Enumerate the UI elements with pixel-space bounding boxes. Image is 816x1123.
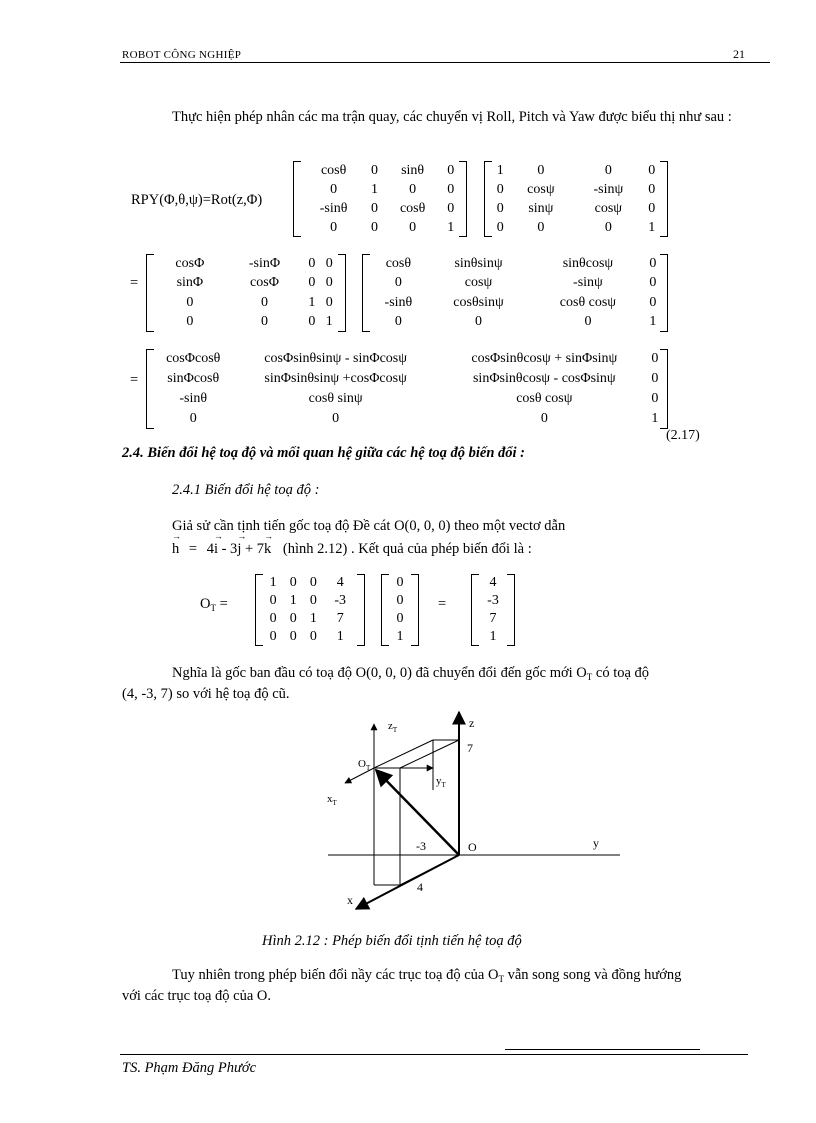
m3-cell: 0 (308, 275, 316, 291)
mA-cell: 0 (269, 629, 277, 644)
m3-cell: 0 (186, 294, 194, 310)
m3-cell: 1 (325, 314, 333, 330)
equals-sign-1: = (130, 275, 139, 291)
m2-cell: 0 (537, 219, 545, 235)
m2-cell: sinψ (528, 200, 554, 216)
m5-cell: 0 (651, 391, 659, 406)
vec-coef-minus3: - 3 (221, 541, 238, 557)
m1-cell: 0 (330, 219, 338, 235)
m5-cell: 0 (189, 411, 197, 426)
m3-cell: 0 (325, 294, 333, 310)
equals-sign-3: = (438, 596, 447, 612)
vector-equation (172, 541, 532, 558)
m5-cell: cosΦsinθsinψ - sinΦcosψ (264, 351, 407, 366)
label-minus3: -3 (416, 839, 426, 853)
matrix-rot-yx (362, 254, 668, 332)
m3-cell: 0 (186, 314, 194, 330)
m1-cell: 0 (447, 162, 455, 178)
m1-cell: 0 (371, 219, 378, 235)
m1-cell: 1 (371, 181, 378, 197)
m3-cell: 0 (308, 255, 316, 271)
m4-cell: cosθsinψ (453, 294, 504, 310)
m5-cell: 0 (540, 411, 548, 426)
m5-cell: -sinθ (179, 391, 208, 406)
page-number: 21 (733, 47, 745, 61)
m3-cell: cosΦ (175, 255, 205, 271)
m4-cell: -sinψ (573, 275, 603, 291)
para-translation: Giả sử cần tịnh tiến gốc toạ độ Đề cát O(0, 0, 0) theo một vectơ dẫn (172, 518, 566, 534)
m4-cell: cosθ (385, 255, 412, 271)
m1-cell: 1 (447, 219, 455, 235)
m4-cell: 0 (584, 314, 592, 330)
m3-cell: 0 (325, 275, 333, 291)
m4-cell: -sinθ (384, 294, 413, 310)
m1-cell: 0 (409, 181, 417, 197)
m2-cell: 0 (537, 162, 545, 178)
m5-cell: cosθ sinψ (308, 391, 363, 406)
mB-cell: 0 (396, 575, 404, 590)
header-title: ROBOT CÔNG NGHIỆP (122, 49, 242, 61)
m4-cell: sinθcosψ (562, 255, 614, 271)
m4-cell: 0 (649, 294, 657, 310)
m4-cell: 0 (649, 255, 657, 271)
mA-cell: 7 (336, 611, 344, 626)
m2-cell: 1 (648, 219, 656, 235)
figure-caption: Hình 2.12 : Phép biến đổi tịnh tiến hệ toạ độ (262, 933, 522, 949)
section-heading: 2.4. Biến đổi hệ toạ độ và mối quan hệ giữa các hệ toạ độ biến đổi : (122, 445, 526, 461)
mB-cell: 0 (396, 611, 404, 626)
para-meaning-line1: Nghĩa là gốc ban đầu có toạ độ O(0, 0, 0) đã chuyển đổi đến gốc mới $O_T$ có toạ độ (172, 665, 650, 682)
label-zT: $z_T$ (388, 720, 398, 734)
m4-cell: 0 (394, 275, 402, 291)
label-OT: $O_T$ (358, 758, 371, 772)
mA-cell: 0 (289, 629, 297, 644)
equals-sign-2: = (130, 372, 139, 388)
header-rule (120, 62, 770, 63)
m1-cell: 0 (371, 162, 378, 178)
m4-cell: 0 (475, 314, 483, 330)
label-4: 4 (417, 880, 423, 894)
m5-cell: 0 (651, 351, 659, 366)
label-y: y (593, 836, 599, 850)
label-7: 7 (467, 741, 473, 755)
matrix-rot-x (484, 161, 668, 237)
m3-cell: -sinΦ (248, 255, 281, 271)
m1-cell: cosθ (320, 162, 347, 178)
m4-cell: 0 (394, 314, 402, 330)
m2-cell: 0 (604, 219, 612, 235)
m5-cell: cosΦcosθ (166, 351, 221, 366)
m1-cell: 0 (330, 181, 338, 197)
matrix-rot-y (293, 161, 467, 237)
mA-cell: -3 (334, 593, 347, 608)
mA-cell: 1 (289, 593, 297, 608)
m3-cell: 0 (260, 294, 268, 310)
m1-cell: cosθ (399, 200, 426, 216)
mA-cell: 4 (336, 575, 344, 590)
m3-cell: 0 (260, 314, 268, 330)
para-meaning-line2: (4, -3, 7) so với hệ toạ độ cũ. (122, 686, 290, 702)
mC-cell: 4 (489, 575, 497, 590)
mA-cell: 0 (289, 575, 297, 590)
label-xT: $x_T$ (327, 793, 337, 807)
m5-cell: sinΦsinθcosψ - cosΦsinψ (472, 371, 616, 386)
mA-cell: 0 (309, 629, 317, 644)
vec-rest: (hình 2.12) . Kết quả của phép biến đổi là : (282, 541, 532, 557)
mA-cell: 0 (269, 611, 277, 626)
para-parallel-line1: Tuy nhiên trong phép biến đổi nầy các trục toạ độ của $O_T$ vẫn song song và đồng hướng (172, 967, 682, 984)
label-z: z (469, 716, 475, 730)
m2-cell: 0 (648, 162, 656, 178)
mA-cell: 1 (309, 611, 317, 626)
m2-cell: 0 (648, 200, 656, 216)
vector-result (471, 574, 515, 646)
matrix-translation (255, 574, 365, 646)
vector-i: → i (214, 541, 218, 558)
equation-number: (2.17) (666, 428, 700, 443)
footer-rule-right (505, 1049, 700, 1050)
m4-cell: cosθ cosψ (559, 294, 617, 310)
vector-h: → h (172, 541, 179, 558)
m4-cell: sinθsinψ (454, 255, 503, 271)
footer-rule (120, 1054, 748, 1055)
matrix-rot-z (146, 254, 346, 332)
m2-cell: 0 (648, 181, 656, 197)
label-yT: $y_T$ (436, 775, 446, 789)
subsection-heading: 2.4.1 Biến đổi hệ toạ độ : (172, 482, 320, 498)
mC-cell: 7 (489, 611, 497, 626)
m5-cell: 0 (651, 371, 659, 386)
m4-cell: 0 (649, 275, 657, 291)
m4-cell: 1 (649, 314, 657, 330)
vector-j: → j (237, 541, 241, 558)
mA-cell: 0 (289, 611, 297, 626)
mA-cell: 1 (336, 629, 344, 644)
m3-cell: 0 (308, 314, 316, 330)
axis-x (356, 855, 459, 909)
m2-cell: 0 (496, 200, 504, 216)
m5-cell: sinΦsinθsinψ +cosΦcosψ (264, 371, 407, 386)
vector-origin (381, 574, 419, 646)
m1-cell: -sinθ (319, 200, 348, 216)
m1-cell: 0 (409, 219, 417, 235)
mC-cell: -3 (487, 593, 499, 608)
m2-cell: 1 (496, 162, 504, 178)
label-O: O (468, 840, 477, 854)
para-parallel-line2: với các trục toạ độ của O. (122, 988, 271, 1004)
rpy-lhs: RPY(Φ,θ,ψ)=Rot(z,Φ) (131, 192, 263, 208)
mA-cell: 0 (309, 575, 317, 590)
m1-cell: sinθ (401, 162, 425, 178)
m5-cell: cosθ cosψ (516, 391, 573, 406)
m2-cell: 0 (496, 181, 504, 197)
m2-cell: cosψ (594, 200, 623, 216)
m4-cell: cosψ (464, 275, 493, 291)
mA-cell: 0 (269, 593, 277, 608)
m1-cell: 0 (447, 181, 455, 197)
vec-coef-plus7: + 7 (244, 541, 265, 557)
m1-cell: 0 (447, 200, 455, 216)
m5-cell: sinΦcosθ (167, 371, 220, 386)
m5-cell: 1 (651, 411, 659, 426)
mB-cell: 1 (396, 629, 404, 644)
vec-coef-4: 4 (206, 541, 214, 557)
m2-cell: -sinψ (593, 181, 624, 197)
m3-cell: 0 (325, 255, 333, 271)
m3-cell: cosΦ (250, 275, 279, 291)
m3-cell: 1 (308, 294, 316, 310)
mB-cell: 0 (396, 593, 404, 608)
m5-cell: 0 (332, 411, 340, 426)
vector-k: → k (264, 541, 271, 558)
mC-cell: 1 (489, 629, 497, 644)
intro-paragraph: Thực hiện phép nhân các ma trận quay, các chuyển vị Roll, Pitch và Yaw được biểu thị như sau : (172, 109, 732, 125)
m3-cell: sinΦ (176, 275, 204, 291)
footer-author: TS. Phạm Đăng Phước (122, 1060, 257, 1076)
label-x: x (347, 893, 353, 907)
mA-cell: 1 (269, 575, 277, 590)
matrix-rpy-result (146, 349, 668, 429)
mA-cell: 0 (309, 593, 317, 608)
m5-cell: cosΦsinθcosψ + sinΦsinψ (471, 351, 618, 366)
vec-eq-sign: = (188, 541, 198, 557)
m1-cell: 0 (371, 200, 378, 216)
m2-cell: 0 (496, 219, 504, 235)
ot-lhs: $O_T$ = (200, 596, 228, 613)
m2-cell: cosψ (527, 181, 555, 197)
m2-cell: 0 (604, 162, 612, 178)
